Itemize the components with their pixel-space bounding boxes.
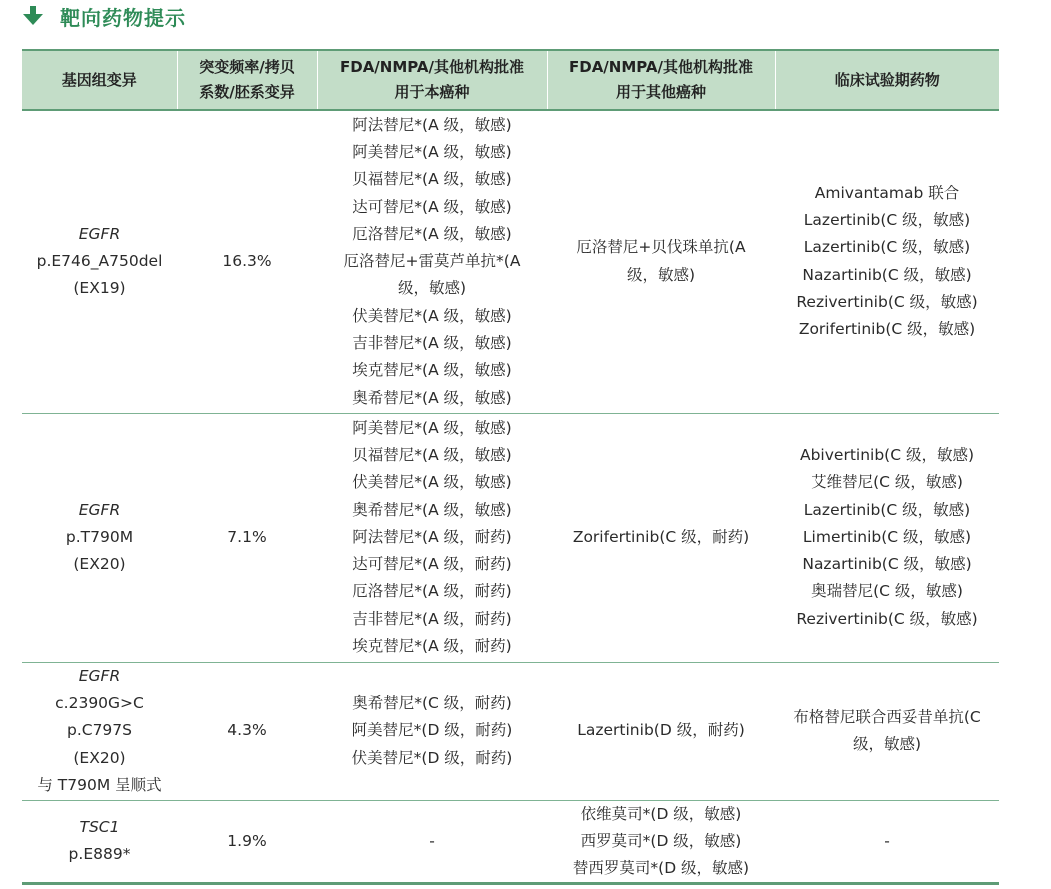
clinical-trial-cell <box>775 413 999 662</box>
drug-entry: Limertinib(C 级，敏感) <box>802 527 972 546</box>
drug-entry: 伏美替尼*(A 级，敏感) <box>352 306 512 325</box>
table-row <box>22 110 999 413</box>
drug-entry: 奥瑞替尼(C 级，敏感) <box>811 582 963 601</box>
column-header: 临床试验期药物 <box>775 50 999 110</box>
approved-this-cancer-cell <box>317 662 547 800</box>
clinical-trial-cell <box>775 800 999 884</box>
drug-entry: 厄洛替尼+雷莫芦单抗*(A 级，敏感) <box>343 252 521 298</box>
drug-entry: 布格替尼联合西妥昔单抗(C 级，敏感) <box>793 707 981 753</box>
clinical-trial-cell <box>775 662 999 800</box>
variant-line: p.E889* <box>68 845 131 864</box>
header-row <box>22 50 999 110</box>
drug-entry: Lazertinib(C 级，敏感) <box>803 211 971 230</box>
gene-name: EGFR <box>78 666 121 685</box>
frequency-cell: 1.9% <box>177 800 317 884</box>
drug-entry: Zorifertinib(C 级，耐药) <box>572 527 750 546</box>
variant-line: p.T790M <box>65 527 134 546</box>
drug-entry: - <box>884 831 890 850</box>
drug-entry: Nazartinib(C 级，敏感) <box>802 555 972 574</box>
variant-cell <box>22 110 177 413</box>
column-header: 突变频率/拷贝 系数/胚系变异 <box>177 50 317 110</box>
table-row <box>22 662 999 800</box>
drug-entry: 贝福替尼*(A 级，敏感) <box>352 170 512 189</box>
gene-name: TSC1 <box>79 818 120 837</box>
variant-line: 与 T790M 呈顺式 <box>37 775 162 794</box>
drug-entry: 奥希替尼*(A 级，敏感) <box>352 500 512 519</box>
table-header <box>22 50 999 110</box>
approved-other-cancer-cell <box>547 800 775 884</box>
drug-entry: 艾维替尼(C 级，敏感) <box>811 473 963 492</box>
approved-other-cancer-cell <box>547 413 775 662</box>
column-header: FDA/NMPA/其他机构批准 用于其他癌种 <box>547 50 775 110</box>
drug-entry: Amivantamab 联合 <box>814 183 960 202</box>
column-header: 基因组变异 <box>22 50 177 110</box>
drug-entry: 贝福替尼*(A 级，敏感) <box>352 445 512 464</box>
variant-line: c.2390G>C <box>55 694 144 713</box>
drug-entry: 吉非替尼*(A 级，敏感) <box>352 333 512 352</box>
drug-entry: 阿法替尼*(A 级，耐药) <box>352 527 512 546</box>
table-body <box>22 110 999 884</box>
table-row <box>22 413 999 662</box>
variant-line: (EX19) <box>73 279 126 298</box>
drug-entry: - <box>429 831 435 850</box>
drug-entry: 西罗莫司*(D 级，敏感) <box>580 831 742 850</box>
column-header: FDA/NMPA/其他机构批准 用于本癌种 <box>317 50 547 110</box>
arrow-down-icon <box>22 5 44 27</box>
drug-entry: 达可替尼*(A 级，敏感) <box>352 197 512 216</box>
drug-entry: Rezivertinib(C 级，敏感) <box>796 293 978 312</box>
variant-line: (EX20) <box>73 748 126 767</box>
drug-entry: 阿美替尼*(A 级，敏感) <box>352 142 512 161</box>
drug-entry: Lazertinib(C 级，敏感) <box>803 500 971 519</box>
variant-cell <box>22 662 177 800</box>
variant-cell <box>22 413 177 662</box>
drug-entry: Nazartinib(C 级，敏感) <box>802 265 972 284</box>
frequency-cell: 7.1% <box>177 413 317 662</box>
targeted-drug-table <box>22 49 999 885</box>
drug-entry: 埃克替尼*(A 级，耐药) <box>352 637 512 656</box>
drug-entry: 奥希替尼*(C 级，耐药) <box>352 694 512 713</box>
drug-entry: Abivertinib(C 级，敏感) <box>799 445 975 464</box>
section-title: 靶向药物提示 <box>60 5 186 30</box>
variant-line: p.C797S <box>66 721 132 740</box>
frequency-cell: 16.3% <box>177 110 317 413</box>
drug-entry: 阿美替尼*(D 级，耐药) <box>351 721 513 740</box>
drug-entry: 伏美替尼*(D 级，耐药) <box>351 748 513 767</box>
gene-name: EGFR <box>78 500 121 519</box>
drug-entry: Zorifertinib(C 级，敏感) <box>798 320 976 339</box>
table-row <box>22 800 999 884</box>
drug-entry: Rezivertinib(C 级，敏感) <box>796 609 978 628</box>
variant-line: (EX20) <box>73 555 126 574</box>
approved-other-cancer-cell <box>547 662 775 800</box>
approved-other-cancer-cell <box>547 110 775 413</box>
clinical-trial-cell <box>775 110 999 413</box>
approved-this-cancer-cell <box>317 800 547 884</box>
drug-entry: 厄洛替尼*(A 级，耐药) <box>352 582 512 601</box>
drug-entry: 埃克替尼*(A 级，敏感) <box>352 361 512 380</box>
approved-this-cancer-cell <box>317 413 547 662</box>
drug-entry: 吉非替尼*(A 级，耐药) <box>352 609 512 628</box>
drug-entry: Lazertinib(C 级，敏感) <box>803 238 971 257</box>
frequency-cell: 4.3% <box>177 662 317 800</box>
drug-entry: 伏美替尼*(A 级，敏感) <box>352 473 512 492</box>
variant-line: p.E746_A750del <box>36 252 163 271</box>
section-heading <box>22 0 186 32</box>
approved-this-cancer-cell <box>317 110 547 413</box>
drug-entry: Lazertinib(D 级，耐药) <box>577 721 745 740</box>
drug-entry: 达可替尼*(A 级，耐药) <box>352 555 512 574</box>
drug-entry: 替西罗莫司*(D 级，敏感) <box>572 859 750 878</box>
drug-entry: 奥希替尼*(A 级，敏感) <box>352 388 512 407</box>
drug-entry: 阿法替尼*(A 级，敏感) <box>352 115 512 134</box>
variant-cell <box>22 800 177 884</box>
drug-entry: 厄洛替尼+贝伐珠单抗(A 级，敏感) <box>576 238 746 284</box>
drug-entry: 依维莫司*(D 级，敏感) <box>580 804 742 823</box>
drug-entry: 阿美替尼*(A 级，敏感) <box>352 418 512 437</box>
drug-entry: 厄洛替尼*(A 级，敏感) <box>352 224 512 243</box>
gene-name: EGFR <box>78 224 121 243</box>
